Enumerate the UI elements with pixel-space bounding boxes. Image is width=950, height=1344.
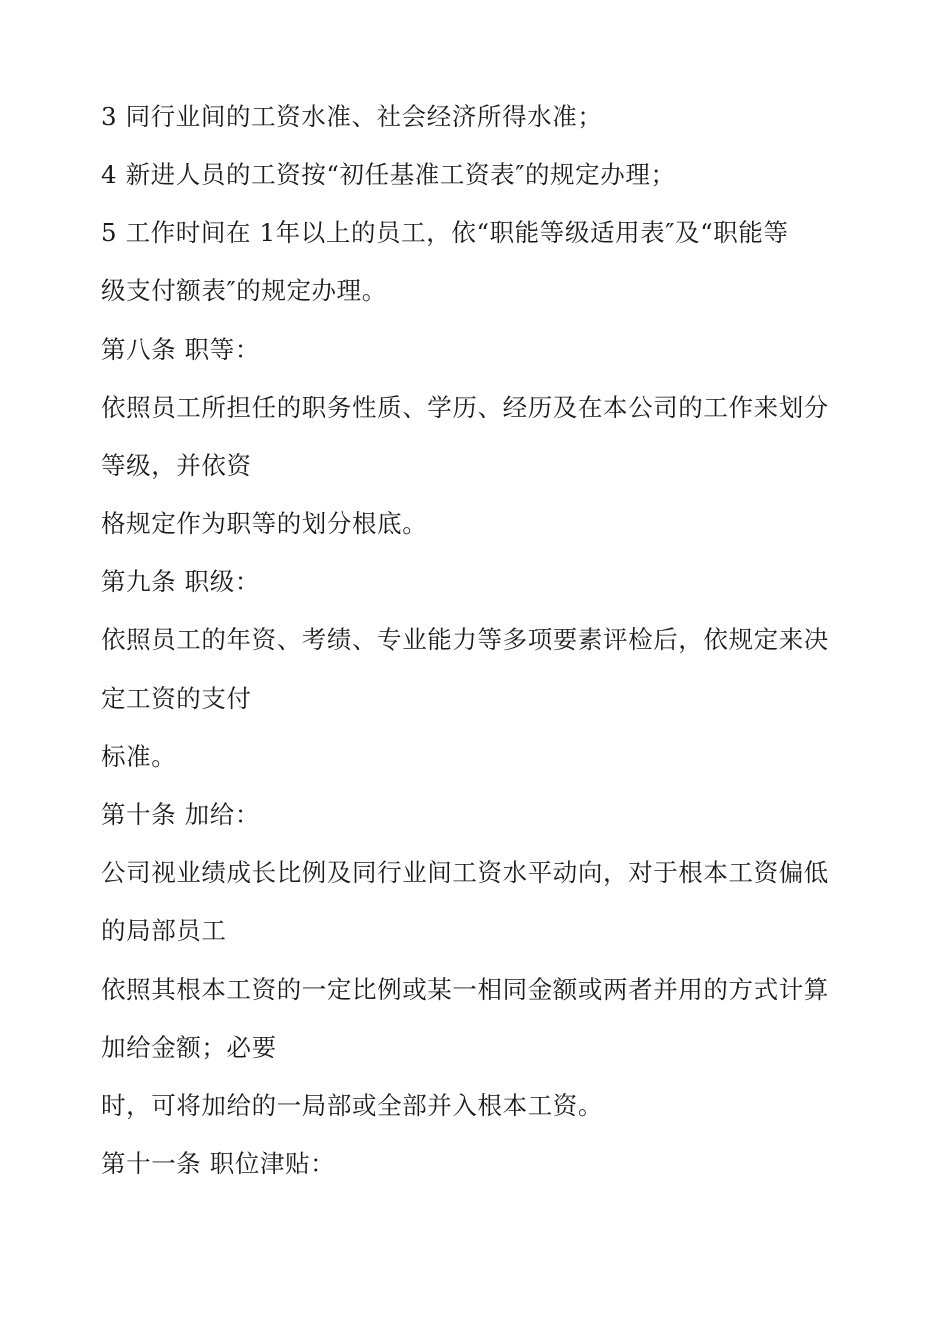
text-line-item-3: 3 同行业间的工资水准、社会经济所得水准； [101, 102, 603, 131]
article-8-body-line-1: 依照员工所担任的职务性质、学历、经历及在本公司的工作来划分 [101, 393, 829, 422]
article-11-heading: 第十一条 职位津贴： [101, 1149, 336, 1178]
article-8-heading: 第八条 职等： [101, 335, 260, 364]
article-10-heading: 第十条 加给： [101, 800, 260, 829]
article-9-body-line-2: 定工资的支付 [101, 684, 252, 713]
text-line-item-5: 5 工作时间在 1年以上的员工，依“职能等级适用表″及“职能等 [101, 218, 789, 247]
article-8-body-line-3: 格规定作为职等的划分根底。 [101, 509, 428, 538]
article-10-body-line-4: 加给金额；必要 [101, 1033, 277, 1062]
article-9-body-line-3: 标准。 [101, 742, 177, 771]
article-9-heading: 第九条 职级： [101, 567, 260, 596]
article-10-body-line-3: 依照其根本工资的一定比例或某一相同金额或两者并用的方式计算 [101, 975, 829, 1004]
article-10-body-line-5: 时，可将加给的一局部或全部并入根本工资。 [101, 1091, 603, 1120]
text-line-item-5-cont: 级支付额表″的规定办理。 [101, 276, 387, 305]
article-10-body-line-1: 公司视业绩成长比例及同行业间工资水平动向，对于根本工资偏低 [101, 858, 829, 887]
text-line-item-4: 4 新进人员的工资按“初任基准工资表″的规定办理； [101, 160, 676, 189]
article-8-body-line-2: 等级，并依资 [101, 451, 252, 480]
article-10-body-line-2: 的局部员工 [101, 916, 227, 945]
article-9-body-line-1: 依照员工的年资、考绩、专业能力等多项要素评检后，依规定来决 [101, 625, 829, 654]
